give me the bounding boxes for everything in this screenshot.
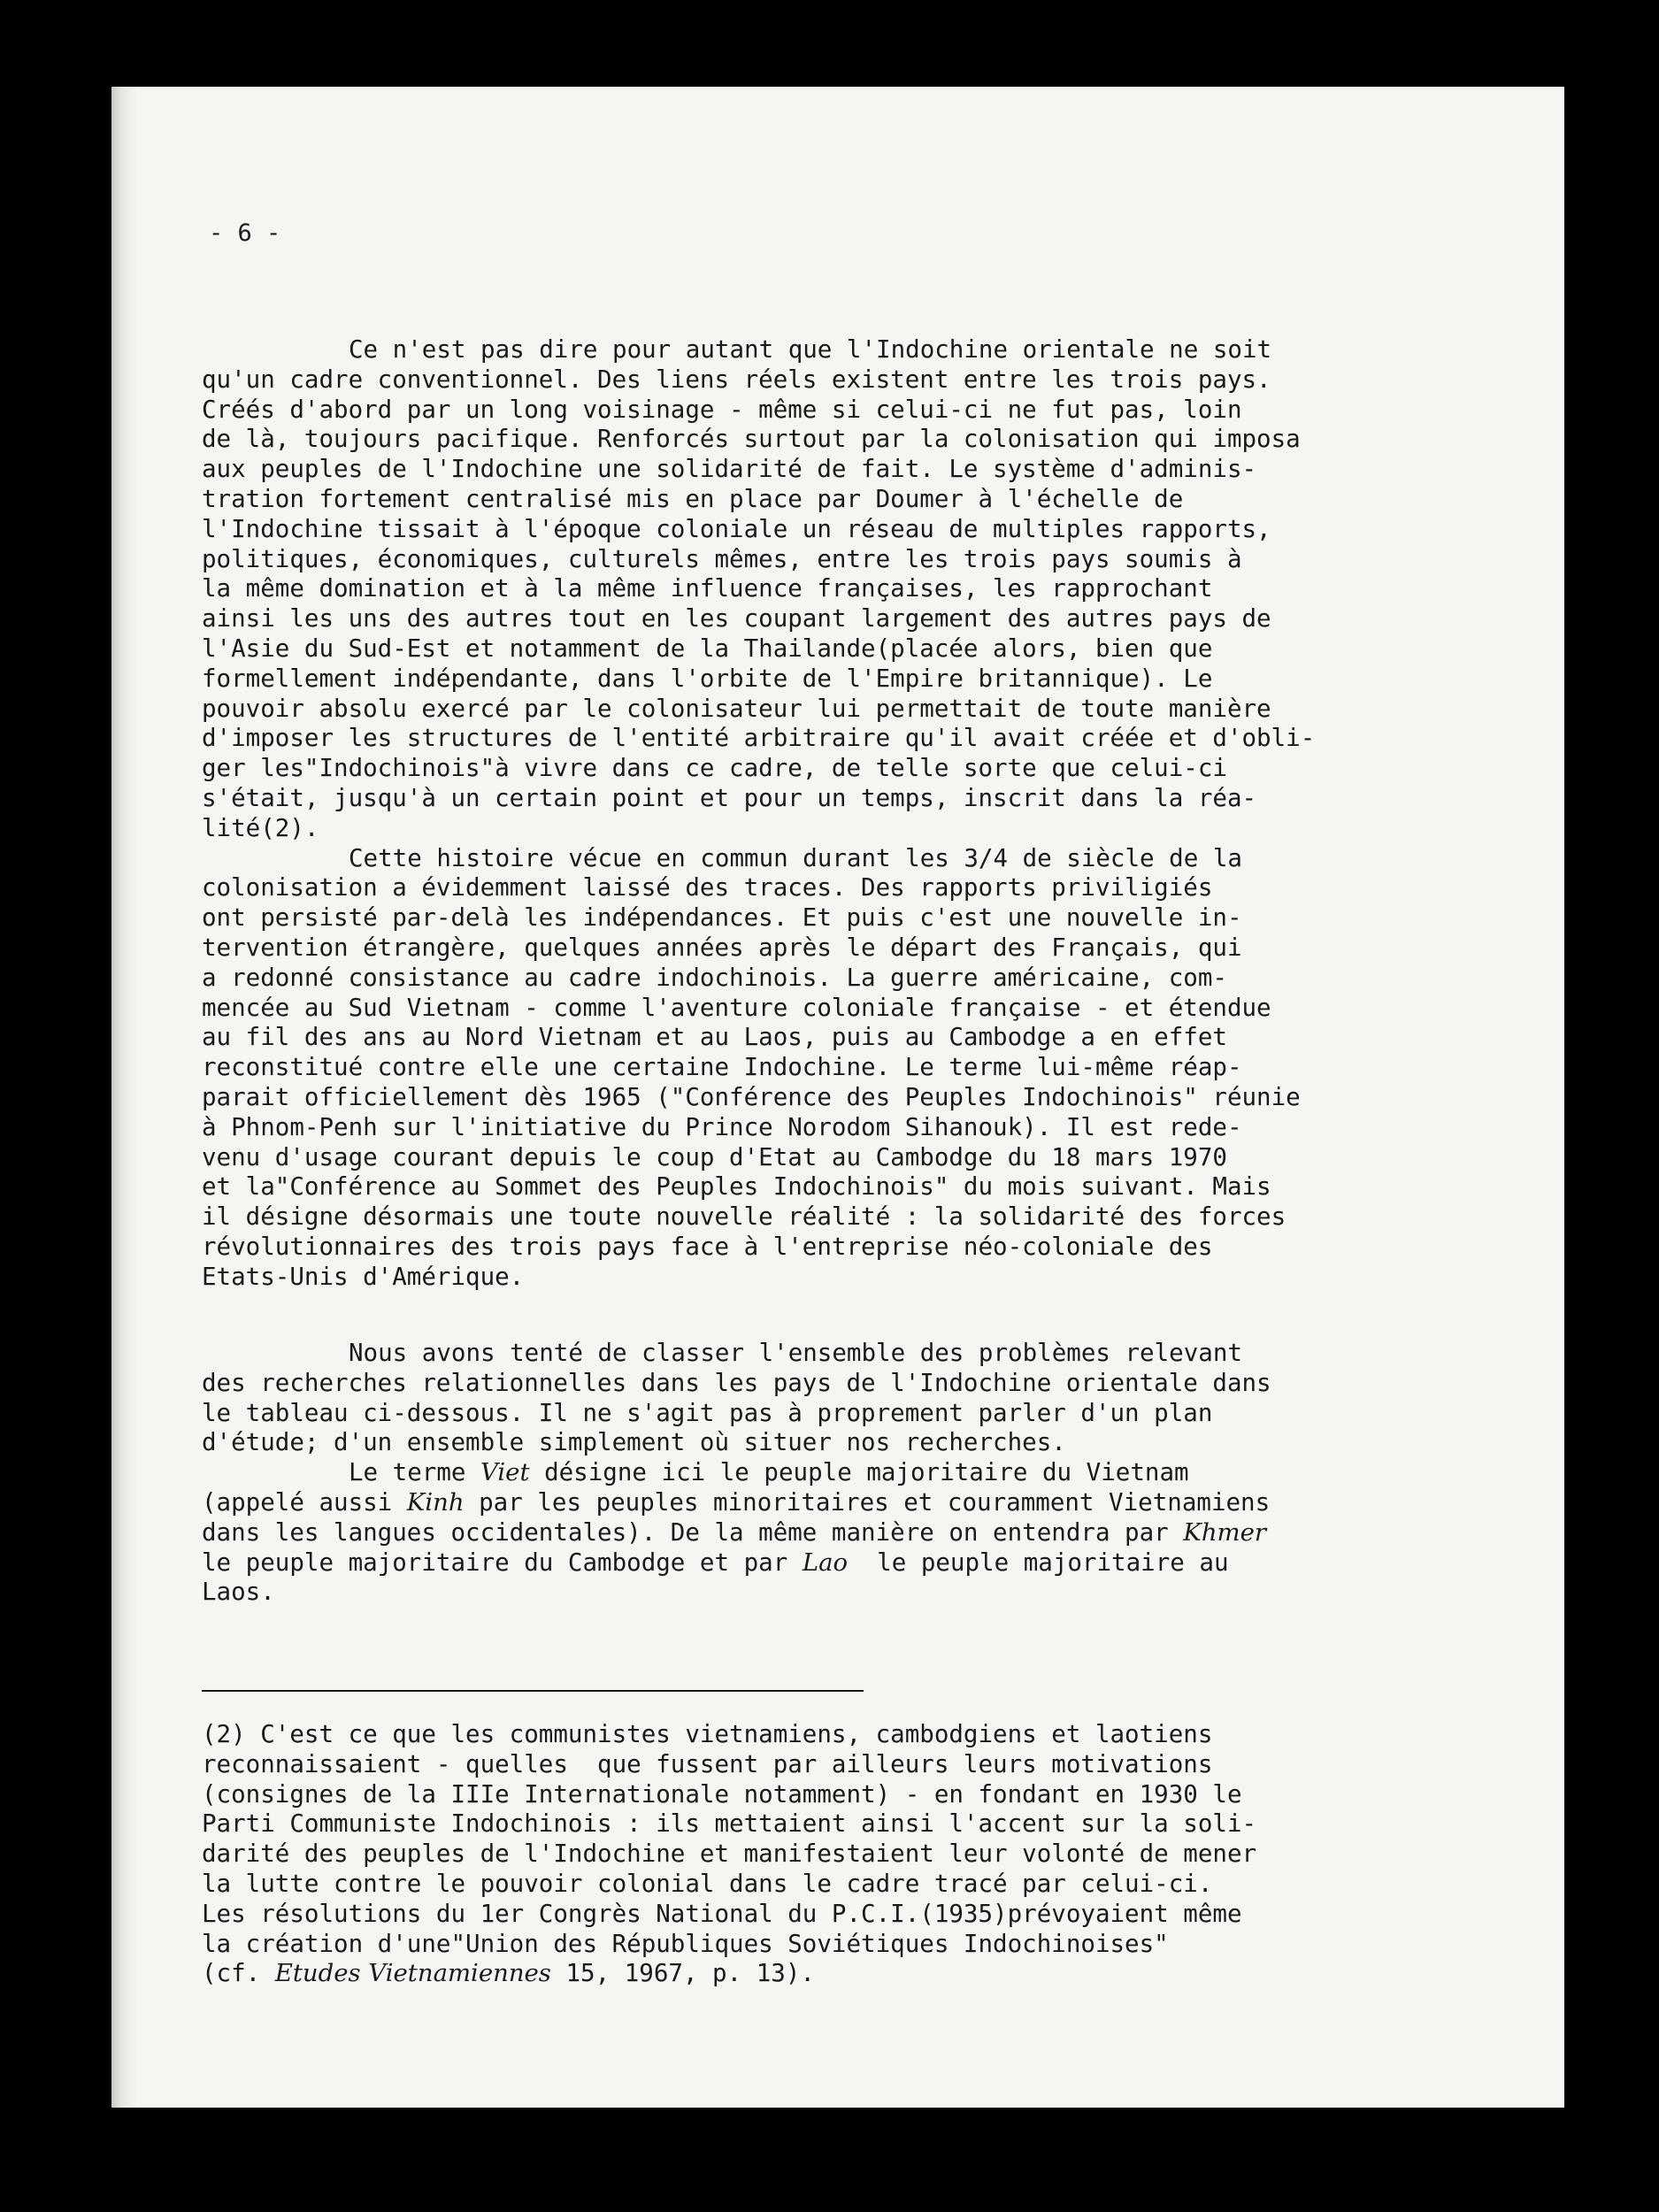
term-lao: Lao: [802, 1548, 849, 1577]
text-line: a redonné consistance au cadre indochinois. La guerre américaine, com-: [202, 963, 1227, 992]
page-edge-shadow: [111, 87, 138, 2108]
footnote-line: la création d'une"Union des Républiques Soviétiques Indochinoises": [202, 1929, 1169, 1958]
text-line: d'étude; d'un ensemble simplement où situer nos recherches.: [202, 1428, 1066, 1457]
body-text-continued: [202, 1339, 1423, 1608]
text-line: Cette histoire vécue en commun durant les 3/4 de siècle de la: [349, 843, 1242, 872]
text-line: venu d'usage courant depuis le coup d'Etat au Cambodge du 18 mars 1970: [202, 1142, 1227, 1171]
text-line: Nous avons tenté de classer l'ensemble des problèmes relevant: [349, 1339, 1242, 1367]
text-line: [202, 1458, 1423, 1488]
text-line: colonisation a évidemment laissé des traces. Des rapports priviligiés: [202, 873, 1213, 902]
footnote-line: Les résolutions du 1er Congrès National du P.C.I.(1935)prévoyaient même: [202, 1899, 1242, 1928]
text-line: l'Asie du Sud-Est et notamment de la Thailande(placée alors, bien que: [202, 634, 1213, 663]
journal-title: Etudes Vietnamiennes: [274, 1959, 551, 1988]
text-line: de là, toujours pacifique. Renforcés surtout par la colonisation qui imposa: [202, 425, 1301, 454]
paragraph: [202, 1339, 1423, 1458]
term-khmer: Khmer: [1183, 1517, 1267, 1547]
footnote-line: [202, 1959, 1423, 1989]
footnote-line: (consignes de la IIIe Internationale notamment) - en fondant en 1930 le: [202, 1779, 1242, 1809]
text-line: formellement indépendante, dans l'orbite de l'Empire britannique). Le: [202, 664, 1213, 693]
text-line: s'était, jusqu'à un certain point et pour un temps, inscrit dans la réa-: [202, 783, 1257, 812]
text-fragment: le peuple majoritaire du Cambodge et par: [202, 1548, 803, 1577]
footnote-line: darité des peuples de l'Indochine et manifestaient leur volonté de mener: [202, 1839, 1257, 1869]
text-fragment: désigne ici le peuple majoritaire du Vietnam: [529, 1458, 1189, 1487]
term-viet: Viet: [480, 1458, 530, 1487]
footnote: [202, 1720, 1423, 1989]
text-line: il désigne désormais une toute nouvelle réalité : la solidarité des forces: [202, 1202, 1286, 1232]
text-line: d'imposer les structures de l'entité arbitraire qu'il avait créée et d'obli-: [202, 724, 1316, 753]
text-line: Laos.: [202, 1578, 275, 1607]
text-line: Ce n'est pas dire pour autant que l'Indochine orientale ne soit: [349, 335, 1272, 364]
text-line: qu'un cadre conventionnel. Des liens réels existent entre les trois pays.: [202, 365, 1271, 394]
text-fragment: par les peuples minoritaires et couramment Vietnamiens: [464, 1487, 1271, 1517]
text-line: l'Indochine tissait à l'époque coloniale un réseau de multiples rapports,: [202, 514, 1271, 543]
text-line: et la"Conférence au Sommet des Peuples Indochinois" du mois suivant. Mais: [202, 1172, 1271, 1202]
text-line: au fil des ans au Nord Vietnam et au Laos, puis au Cambodge a en effet: [202, 1023, 1227, 1052]
text-line: pouvoir absolu exercé par le colonisateur lui permettait de toute manière: [202, 694, 1271, 723]
paragraph: [202, 335, 1423, 844]
text-line: [202, 1548, 1423, 1578]
text-line: tration fortement centralisé mis en place par Doumer à l'échelle de: [202, 484, 1184, 513]
text-fragment: (appelé aussi: [202, 1487, 407, 1517]
text-line: [202, 1518, 1423, 1548]
page-number: - 6 -: [209, 219, 281, 247]
text-line: aux peuples de l'Indochine une solidarité de fait. Le système d'adminis-: [202, 455, 1257, 484]
footnote-line: (2) C'est ce que les communistes vietnamiens, cambodgiens et laotiens: [202, 1720, 1213, 1748]
text-line: le tableau ci-dessous. Il ne s'agit pas à proprement parler d'un plan: [202, 1398, 1213, 1427]
text-line: à Phnom-Penh sur l'initiative du Prince Norodom Sihanouk). Il est rede-: [202, 1112, 1242, 1141]
term-kinh: Kinh: [406, 1487, 465, 1517]
text-fragment: dans les langues occidentales). De la même manière on entendra par: [202, 1517, 1184, 1547]
text-line: mencée au Sud Vietnam - comme l'aventure coloniale française - et étendue: [202, 993, 1271, 1022]
text-line: [202, 1488, 1423, 1518]
text-fragment: le peuple majoritaire au: [848, 1548, 1229, 1577]
text-line: révolutionnaires des trois pays face à l'entreprise néo-coloniale des: [202, 1232, 1213, 1261]
footnote-divider: [202, 1690, 864, 1692]
text-line: Créés d'abord par un long voisinage - même si celui-ci ne fut pas, loin: [202, 395, 1242, 424]
text-line: ainsi les uns des autres tout en les coupant largement des autres pays de: [202, 604, 1271, 634]
text-line: lité(2).: [202, 813, 319, 842]
text-line: la même domination et à la même influence françaises, les rapprochant: [202, 574, 1213, 603]
terms-paragraph: [202, 1458, 1423, 1608]
footnote-line: reconnaissaient - quelles que fussent par ailleurs leurs motivations: [202, 1749, 1213, 1778]
footnote-line: Parti Communiste Indochinois : ils mettaient ainsi l'accent sur la soli-: [202, 1809, 1257, 1839]
text-line: politiques, économiques, culturels mêmes, entre les trois pays soumis à: [202, 544, 1242, 573]
text-fragment: 15, 1967, p. 13).: [550, 1959, 815, 1988]
text-line: parait officiellement dès 1965 ("Conférence des Peuples Indochinois" réunie: [202, 1082, 1301, 1111]
text-line: tervention étrangère, quelques années après le départ des Français, qui: [202, 933, 1242, 962]
text-line: Etats-Unis d'Amérique.: [202, 1262, 525, 1291]
text-line: ger les"Indochinois"à vivre dans ce cadre, de telle sorte que celui-ci: [202, 754, 1227, 783]
text-fragment: Le terme: [349, 1458, 481, 1487]
text-line: ont persisté par-delà les indépendances. Et puis c'est une nouvelle in-: [202, 903, 1242, 933]
paragraph: [202, 844, 1423, 1293]
text-line: reconstitué contre elle une certaine Indochine. Le terme lui-même réap-: [202, 1053, 1242, 1082]
text-line: des recherches relationnelles dans les pays de l'Indochine orientale dans: [202, 1368, 1271, 1397]
text-fragment: (cf.: [202, 1959, 275, 1988]
footnote-line: la lutte contre le pouvoir colonial dans le cadre tracé par celui-ci.: [202, 1869, 1213, 1898]
body-text: [202, 335, 1423, 1293]
